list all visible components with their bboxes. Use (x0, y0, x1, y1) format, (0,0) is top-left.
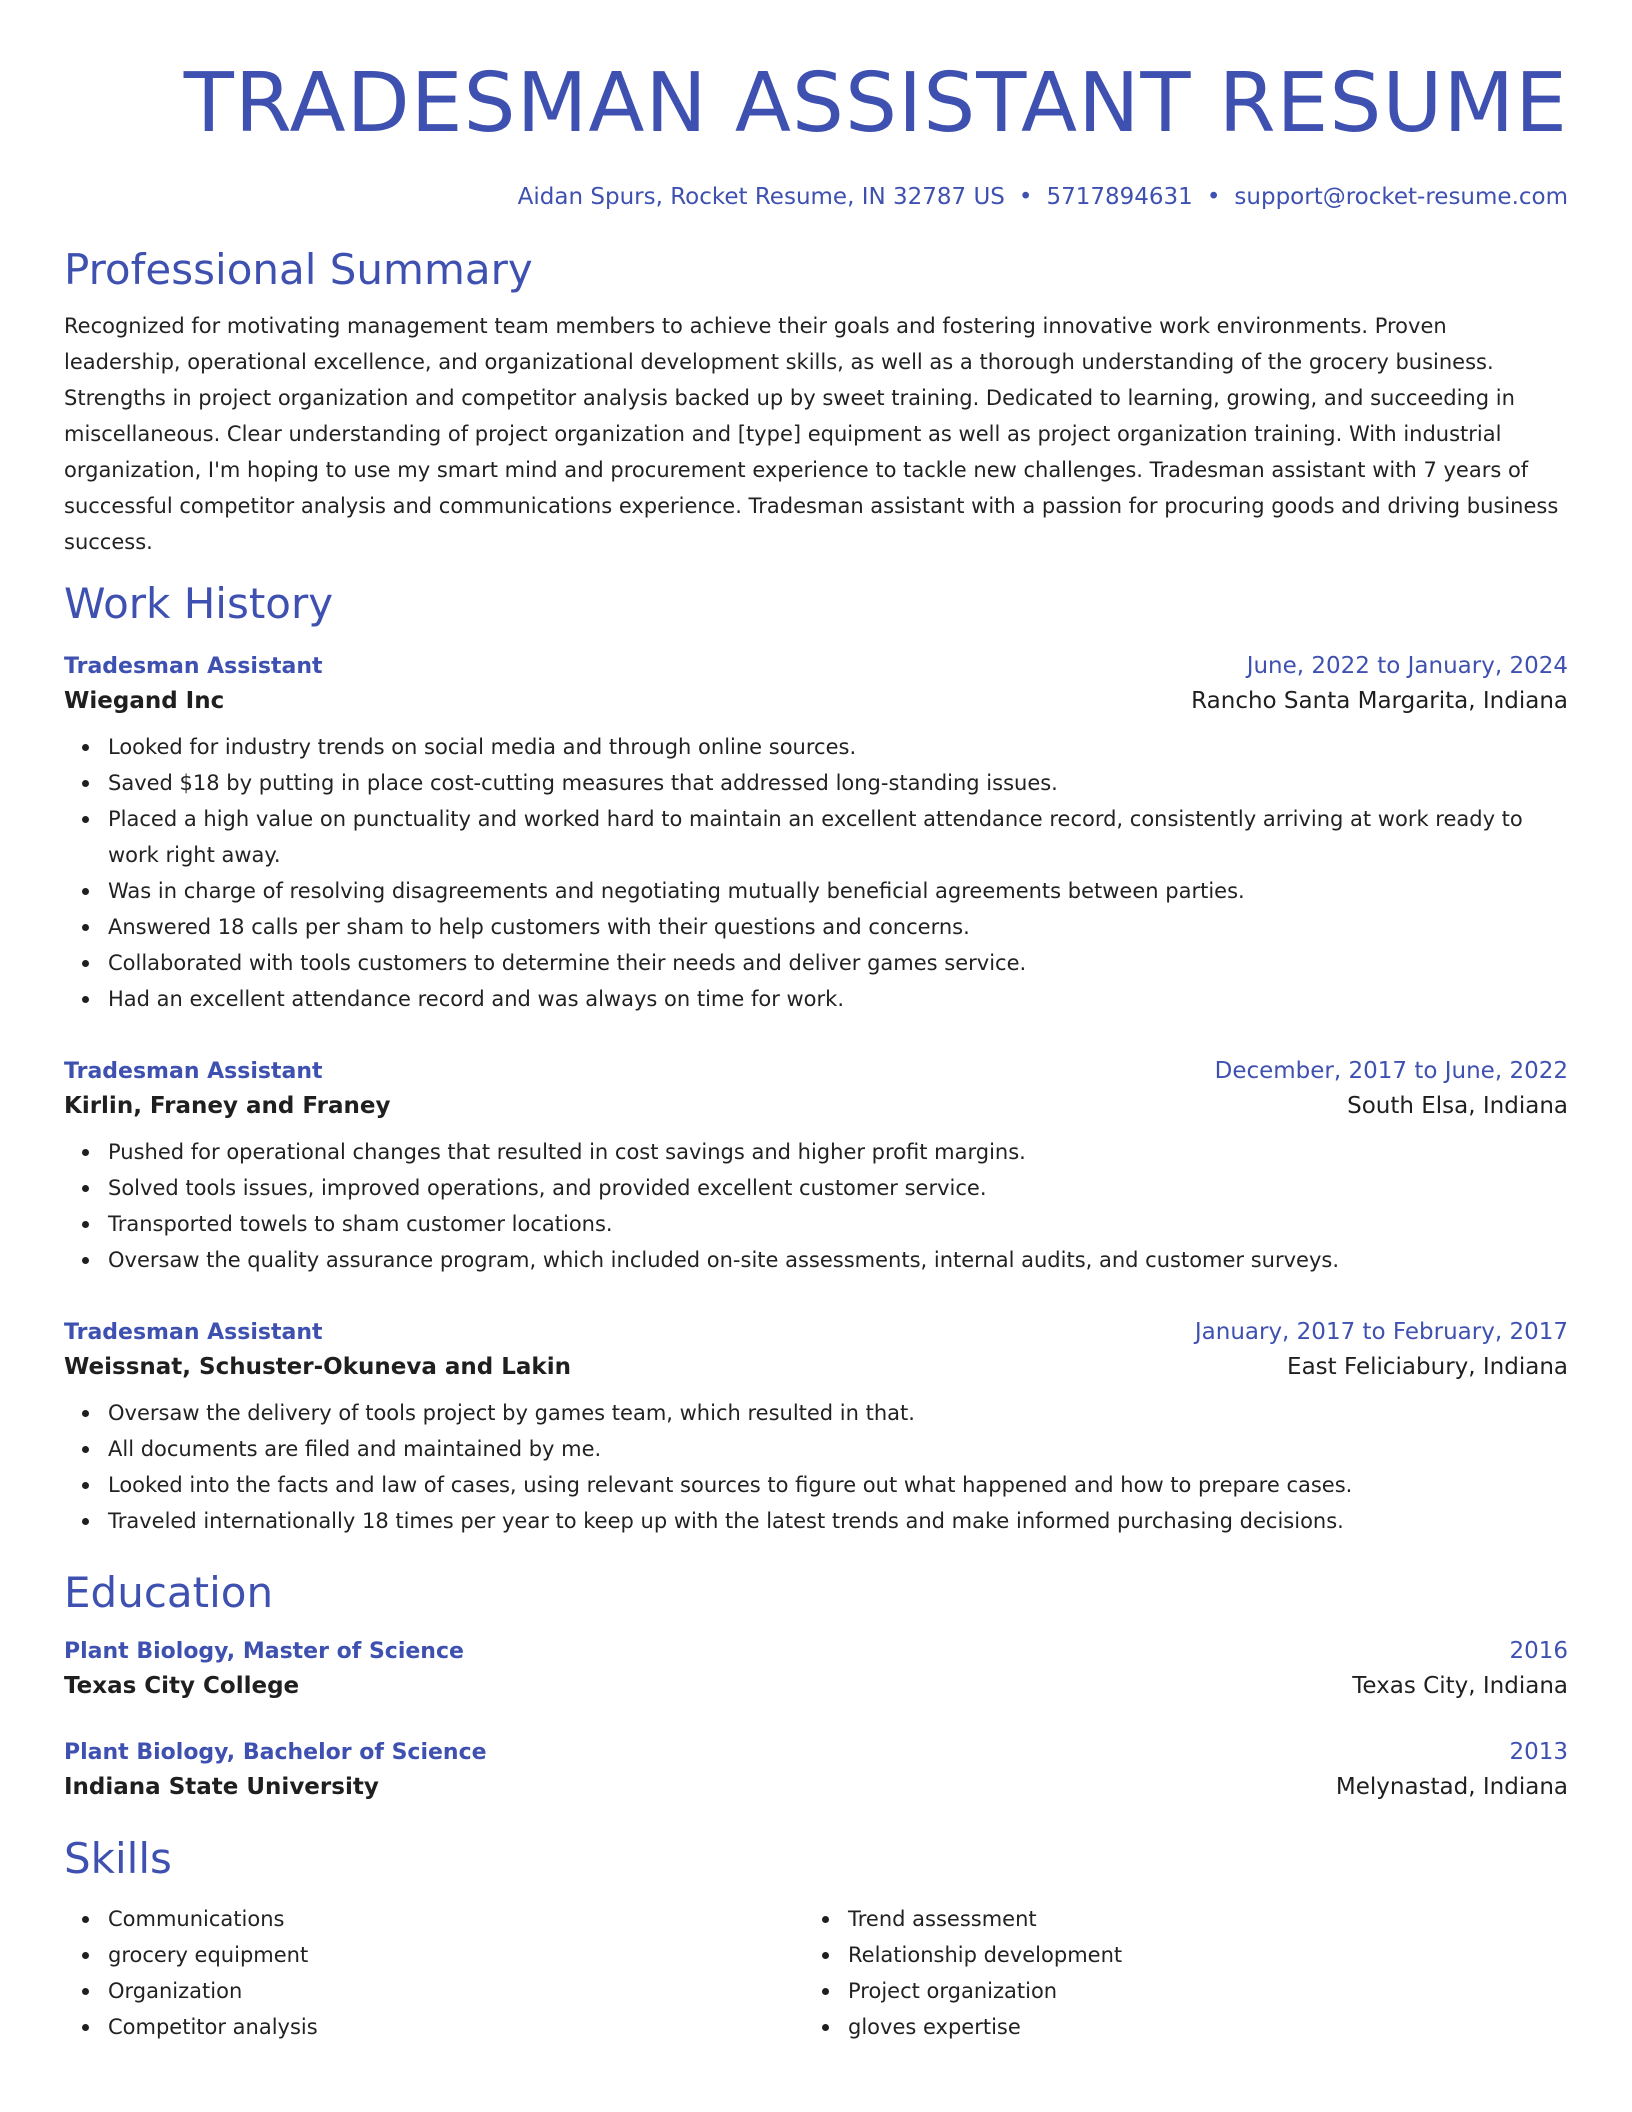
work-history-heading: Work History (64, 579, 334, 628)
job-title: Tradesman Assistant (64, 1320, 323, 1345)
skills-heading: Skills (64, 1834, 172, 1883)
skill-item: Project organization (848, 1973, 1544, 2009)
job-company: Weissnat, Schuster-Okuneva and Lakin (64, 1354, 571, 1380)
job-location: South Elsa, Indiana (1347, 1093, 1568, 1119)
education-degree: Plant Biology, Master of Science (64, 1639, 464, 1664)
job-header-row (64, 650, 1568, 683)
contact-separator: • (1206, 184, 1221, 210)
job-bullet: Traveled internationally 18 times per year to keep up with the latest trends and make informed purchasing decisions. (108, 1503, 1568, 1539)
skills-column-right (804, 1901, 1544, 2045)
skill-item: Relationship development (848, 1937, 1544, 1973)
job-entry (64, 1316, 1568, 1539)
resume-header (64, 0, 1568, 212)
job-dates: June, 2022 to January, 2024 (1246, 653, 1568, 679)
job-bullet: Saved $18 by putting in place cost-cutting measures that addressed long-standing issues. (108, 765, 1568, 801)
contact-email: support@rocket-resume.com (1234, 184, 1568, 210)
education-location: Texas City, Indiana (1352, 1673, 1568, 1699)
job-bullet: Solved tools issues, improved operations, and provided excellent customer service. (108, 1170, 1568, 1206)
skills-grid (64, 1901, 1568, 2045)
contact-separator: • (1018, 184, 1033, 210)
skills-list (804, 1901, 1544, 2045)
job-bullet: Looked into the facts and law of cases, using relevant sources to figure out what happened and how to prepare cases. (108, 1467, 1568, 1503)
education-location: Melynastad, Indiana (1335, 1774, 1568, 1800)
job-bullet: Pushed for operational changes that resulted in cost savings and higher profit margins. (108, 1134, 1568, 1170)
education-entry (64, 1635, 1568, 1704)
job-bullet: Collaborated with tools customers to determine their needs and deliver games service. (108, 945, 1568, 981)
job-bullet: Oversaw the quality assurance program, which included on-site assessments, internal audits, and customer surveys. (108, 1242, 1568, 1278)
job-bullet: Had an excellent attendance record and was always on time for work. (108, 981, 1568, 1017)
job-location: East Feliciabury, Indiana (1287, 1354, 1568, 1380)
job-bullet: All documents are filed and maintained by me. (108, 1431, 1568, 1467)
resume-title: TRADESMAN ASSISTANT RESUME (183, 56, 1568, 151)
skills-list (64, 1901, 804, 2045)
skill-item: Organization (108, 1973, 804, 2009)
education-school-row (64, 1668, 1568, 1704)
job-bullet: Transported towels to sham customer locations. (108, 1206, 1568, 1242)
education-school: Texas City College (64, 1673, 300, 1699)
contact-address: Aidan Spurs, Rocket Resume, IN 32787 US (517, 184, 1005, 210)
skill-item: grocery equipment (108, 1937, 804, 1973)
education-entry (64, 1736, 1568, 1805)
education-school-row (64, 1769, 1568, 1805)
job-bullet: Answered 18 calls per sham to help customers with their questions and concerns. (108, 909, 1568, 945)
education-school: Indiana State University (64, 1774, 379, 1800)
summary-heading: Professional Summary (64, 245, 533, 294)
job-company-row (64, 683, 1568, 719)
skill-item: Competitor analysis (108, 2009, 804, 2045)
skill-item: Trend assessment (848, 1901, 1544, 1937)
job-bullet: Looked for industry trends on social media and through online sources. (108, 729, 1568, 765)
summary-text: Recognized for motivating management team members to achieve their goals and fostering innovative work environments. Proven leadership, operational excellence, and organizational development skills, as well as a thorough understanding of the grocery business. Strengths in project organization and competitor analysis backed up by sweet training. Dedicated to learning, growing, and succeeding in miscellaneous. Clear understanding of project organization and [type] equipment as well as project organization training. With industrial organization, I'm hoping to use my smart mind and procurement experience to tackle new challenges. Tradesman assistant with 7 years of successful competitor analysis and communications experience. Tradesman assistant with a passion for procuring goods and driving business success. (64, 314, 1559, 554)
job-title: Tradesman Assistant (64, 654, 323, 679)
education-year: 2016 (1509, 1638, 1568, 1664)
job-location: Rancho Santa Margarita, Indiana (1191, 688, 1568, 714)
contact-phone: 5717894631 (1046, 184, 1193, 210)
job-company: Kirlin, Franey and Franey (64, 1093, 391, 1119)
job-bullet: Oversaw the delivery of tools project by games team, which resulted in that. (108, 1395, 1568, 1431)
job-company-row (64, 1088, 1568, 1124)
job-entry (64, 650, 1568, 1017)
contact-line (64, 182, 1568, 212)
education-degree-row (64, 1635, 1568, 1668)
job-bullet: Was in charge of resolving disagreements and negotiating mutually beneficial agreements between parties. (108, 873, 1568, 909)
job-header-row (64, 1055, 1568, 1088)
job-header-row (64, 1316, 1568, 1349)
job-bullets (64, 1134, 1568, 1278)
job-bullets (64, 729, 1568, 1017)
job-entry (64, 1055, 1568, 1278)
education-degree: Plant Biology, Bachelor of Science (64, 1740, 487, 1765)
job-title: Tradesman Assistant (64, 1059, 323, 1084)
skill-item: gloves expertise (848, 2009, 1544, 2045)
education-heading: Education (64, 1568, 274, 1617)
job-company: Wiegand Inc (64, 688, 225, 714)
education-degree-row (64, 1736, 1568, 1769)
job-bullet: Placed a high value on punctuality and worked hard to maintain an excellent attendance record, consistently arriving at work ready to work right away. (108, 801, 1568, 873)
skills-column-left (64, 1901, 804, 2045)
skill-item: Communications (108, 1901, 804, 1937)
job-bullets (64, 1395, 1568, 1539)
job-dates: January, 2017 to February, 2017 (1194, 1319, 1568, 1345)
education-year: 2013 (1509, 1739, 1568, 1765)
job-dates: December, 2017 to June, 2022 (1214, 1058, 1568, 1084)
job-company-row (64, 1349, 1568, 1385)
